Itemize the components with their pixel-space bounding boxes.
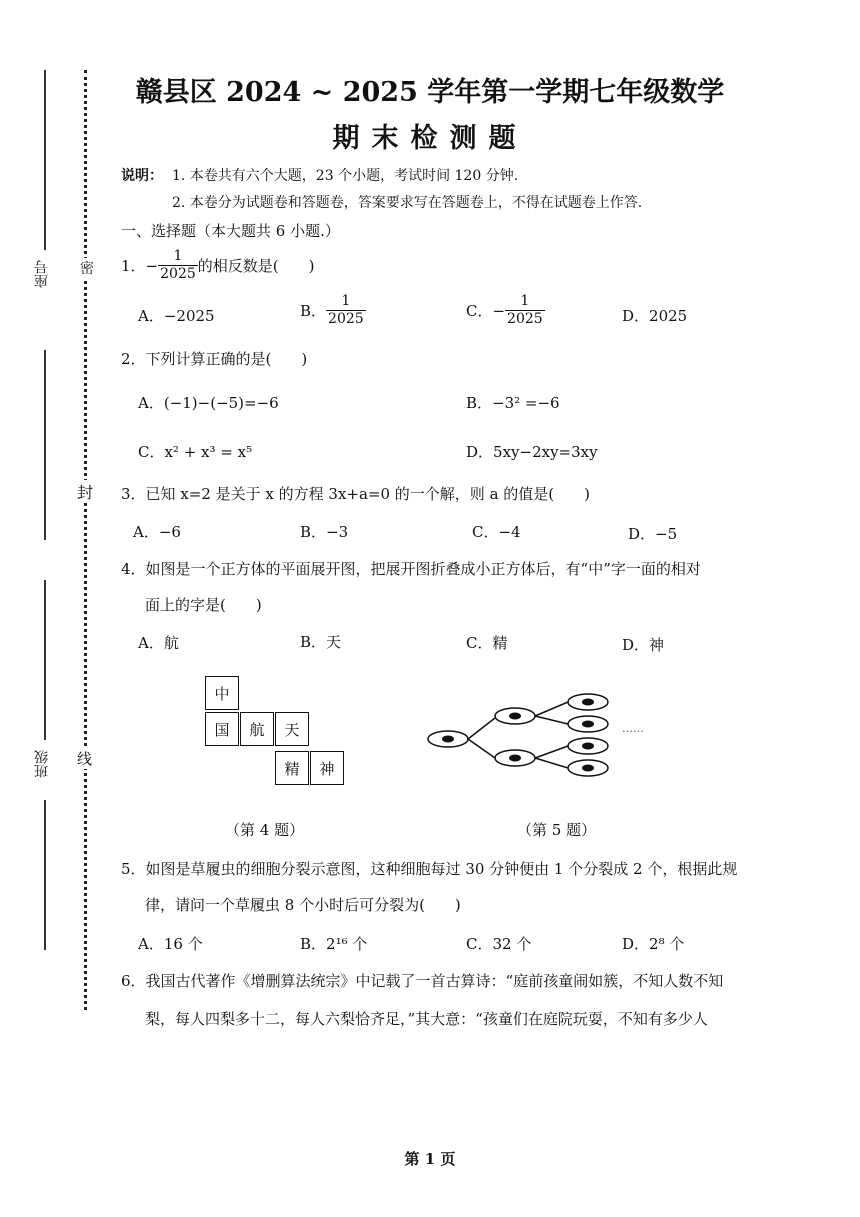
class-line: [44, 800, 46, 950]
binding-dotted-line: [84, 70, 87, 1010]
cube-net-figure: [205, 676, 345, 786]
exam-subtitle: 期末检测题: [332, 123, 528, 154]
section-title: 一、选择题（本大题共 6 小题.）: [121, 222, 340, 240]
q5-caption: （第 5 题）: [517, 821, 597, 839]
q1-minus: −: [145, 256, 159, 275]
q1-number: 1．: [121, 257, 146, 275]
cube-face-hang: 航: [240, 712, 274, 746]
class-label: 班级: [34, 750, 50, 778]
q2-option-d: D．5xy−2xy=3xy: [466, 443, 598, 461]
q3-option-a: A．−6: [133, 523, 181, 541]
q1-option-b-label: B．: [300, 302, 327, 320]
binding-xian: 线: [77, 750, 93, 768]
question-5-line-2: 律，请问一个草履虫 8 个小时后可分裂为( ): [145, 896, 461, 914]
q1-option-c-label: C．−: [466, 302, 506, 320]
cube-face-shen: 神: [310, 751, 344, 785]
question-5-line-1: 5．如图是草履虫的细胞分裂示意图，这种细胞每过 30 分钟便由 1 个分裂成 2 个，根据此规: [121, 860, 738, 878]
question-4-line-2: 面上的字是( ): [145, 596, 262, 614]
q3-option-b: B．−3: [300, 523, 349, 541]
seat-number-label: 座号: [34, 260, 50, 288]
q2-option-a: A．(−1)−(−5)=−6: [138, 394, 279, 412]
q4-caption: （第 4 题）: [225, 821, 305, 839]
binding-margin: [30, 60, 100, 1020]
q5-option-a: A．16 个: [138, 935, 203, 953]
q1-fraction-numerator: 1: [173, 248, 183, 264]
instructions-label: 说明：: [121, 168, 163, 184]
cell-division-ellipsis: ……: [622, 722, 644, 735]
q3-option-c: C．−4: [472, 523, 521, 541]
q2-option-c: C．x² + x³ = x⁵: [138, 443, 253, 461]
q1-option-b-numerator: 1: [341, 293, 351, 309]
exam-number-line: [44, 350, 46, 540]
question-6-line-1: 6．我国古代著作《增删算法统宗》中记载了一首古算诗：“庭前孩童闹如簇，不知人数不知: [121, 972, 724, 990]
exam-title: 赣县区 2024 ~ 2025 学年第一学期七年级数学: [135, 77, 725, 108]
q5-option-c: C．32 个: [466, 935, 532, 953]
q1-option-b-fraction: [326, 293, 366, 328]
question-1: [121, 248, 314, 283]
q1-option-a: A．−2025: [138, 307, 215, 325]
q1-fraction-denominator: 2025: [160, 266, 196, 282]
cube-face-jing: 精: [275, 751, 309, 785]
question-3: 3．已知 x=2 是关于 x 的方程 3x+a=0 的一个解，则 a 的值是( ): [121, 485, 590, 503]
cube-face-tian: 天: [275, 712, 309, 746]
binding-feng: 封: [77, 480, 93, 503]
cube-face-guo: 国: [205, 712, 239, 746]
cube-face-zhong: 中: [205, 676, 239, 710]
instructions-line-2: 2. 本卷分为试题卷和答题卷，答案要求写在答题卷上，不得在试题卷上作答.: [172, 195, 643, 211]
q1-option-d: D．2025: [622, 307, 688, 325]
q4-option-b: B．天: [300, 633, 342, 651]
q1-option-c-numerator: 1: [520, 293, 530, 309]
q4-option-c: C．精: [466, 634, 508, 652]
question-4-line-1: 4．如图是一个正方体的平面展开图，把展开图折叠成小正方体后，有“中”字一面的相对: [121, 560, 701, 578]
q1-stem: 的相反数是( ): [197, 257, 315, 275]
question-2: 2．下列计算正确的是( ): [121, 350, 308, 368]
q2-option-b: B．−3² =−6: [466, 394, 560, 412]
q5-option-d: D．2⁸ 个: [622, 935, 685, 953]
page-number: 第 1 页: [404, 1150, 456, 1168]
cell-division-figure: [420, 686, 660, 786]
binding-mi: 密: [80, 258, 94, 278]
q1-fraction: [158, 248, 198, 283]
school-line: [44, 580, 46, 740]
q4-option-a: A．航: [138, 634, 179, 652]
q3-option-d: D．−5: [628, 525, 678, 543]
q5-option-b: B．2¹⁶ 个: [300, 935, 368, 953]
q4-option-d: D．神: [622, 636, 665, 654]
question-6-line-2: 梨，每人四梨多十二，每人六梨恰齐足，”其大意：“孩童们在庭院玩耍，不知有多少人: [145, 1010, 708, 1028]
q1-option-c-denominator: 2025: [507, 311, 543, 327]
q1-option-c: [466, 293, 545, 328]
q1-option-c-fraction: [505, 293, 545, 328]
q1-option-b-denominator: 2025: [328, 311, 364, 327]
q1-option-b: [300, 293, 366, 328]
instructions-line-1: 1. 本卷共有六个大题，23 个小题，考试时间 120 分钟.: [172, 168, 519, 184]
